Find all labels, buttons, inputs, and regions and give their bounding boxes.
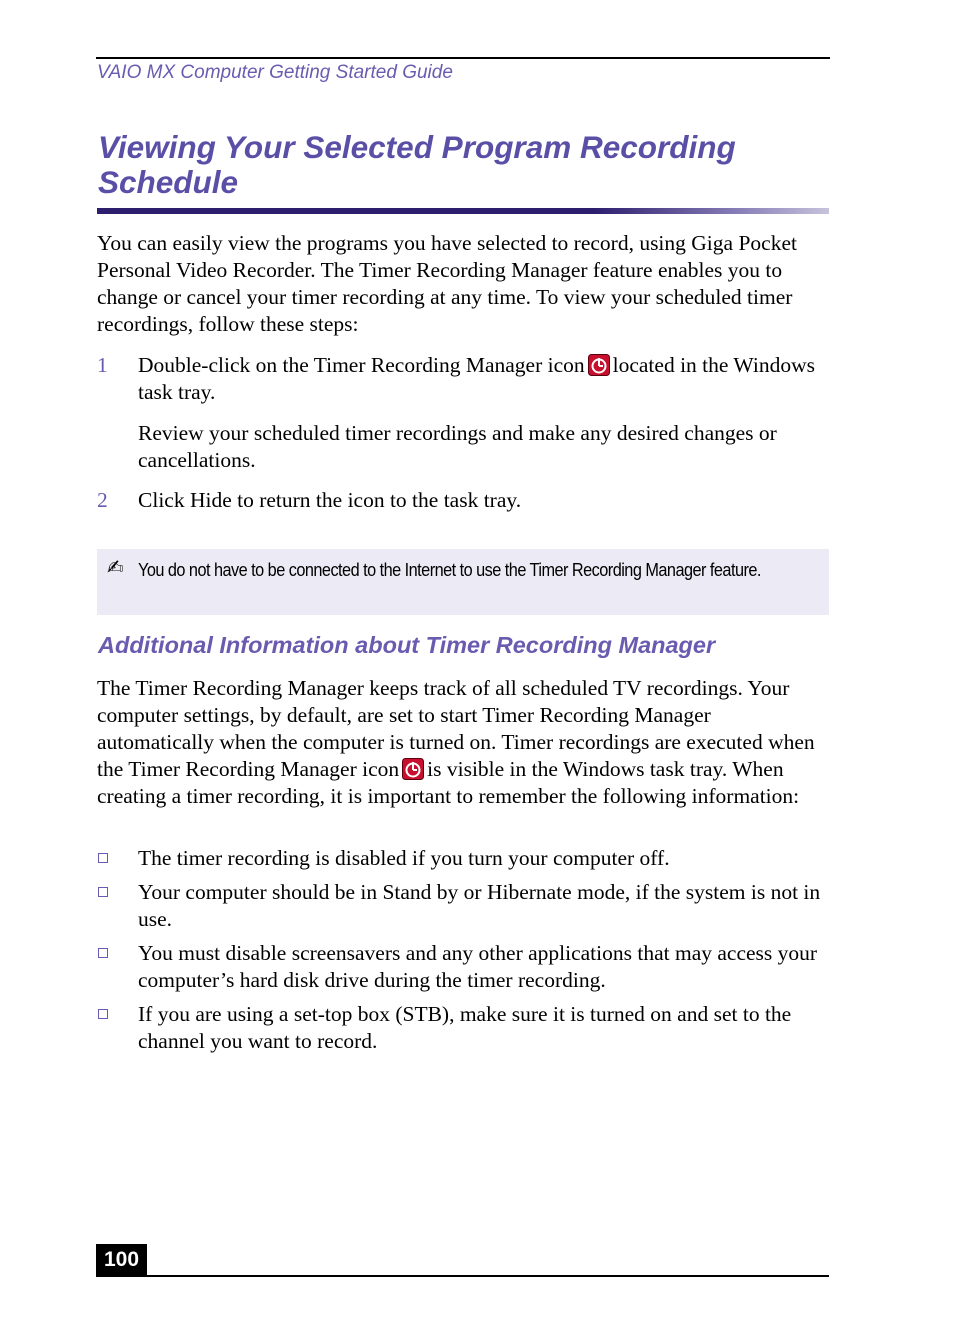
step-text-1 [138, 352, 828, 406]
step-1-followup: Review your scheduled timer recordings and make any desired changes or cancellations. [138, 421, 777, 472]
section-heading: Additional Information about Timer Recording Manager [98, 632, 716, 658]
section-paragraph [97, 675, 829, 810]
running-header: VAIO MX Computer Getting Started Guide [97, 62, 453, 83]
timer-recording-manager-icon [402, 758, 424, 780]
intro-paragraph: You can easily view the programs you have selected to record, using Giga Pocket Personal Video Recorder. The Timer Recording Manager feature enables you to change or cancel your timer recording at any time. To view your scheduled timer recordings, follow these steps: [97, 231, 797, 336]
page-number: 100 [103, 1248, 140, 1271]
step-1-text-before: Double-click on the Timer Recording Manager icon [138, 353, 585, 377]
bullet-item-4: If you are using a set-top box (STB), make sure it is turned on and set to the channel you want to record. [138, 1002, 792, 1053]
title-underline-rule [97, 208, 829, 214]
pencil-note-icon: ✍ [107, 555, 124, 579]
note-text: You do not have to be connected to the Internet to use the Timer Recording Manager feature. [138, 559, 761, 580]
section-para-before: The Timer Recording Manager keeps track of all scheduled TV recordings. Your computer settings, by default, are set to start Timer Recording Manager automatically when the computer is turned on. Timer recordings are executed when the Timer Recording Manager icon [97, 676, 815, 781]
header-rule [96, 57, 830, 59]
step-text-2: Click Hide to return the icon to the task tray. [138, 488, 522, 512]
timer-recording-manager-icon [588, 354, 610, 376]
bullet-checkbox-icon [98, 887, 108, 897]
footer-rule [96, 1275, 829, 1277]
bullet-checkbox-icon [98, 948, 108, 958]
bullet-checkbox-icon [98, 1009, 108, 1019]
bullet-item-1: The timer recording is disabled if you turn your computer off. [138, 846, 670, 870]
bullet-checkbox-icon [98, 853, 108, 863]
page-title: Viewing Your Selected Program Recording Schedule [98, 129, 736, 200]
section-para-after: is visible in the Windows task tray. When creating a timer recording, it is important to remember the following information: [97, 757, 800, 808]
bullet-item-3: You must disable screensavers and any other applications that may access your computer’s hard disk drive during the timer recording. [138, 941, 818, 992]
step-number-1: 1 [97, 353, 108, 377]
step-1-text-after: located in the Windows task tray. [138, 353, 815, 404]
bullet-item-2: Your computer should be in Stand by or Hibernate mode, if the system is not in use. [138, 880, 821, 931]
step-number-2: 2 [97, 488, 108, 512]
